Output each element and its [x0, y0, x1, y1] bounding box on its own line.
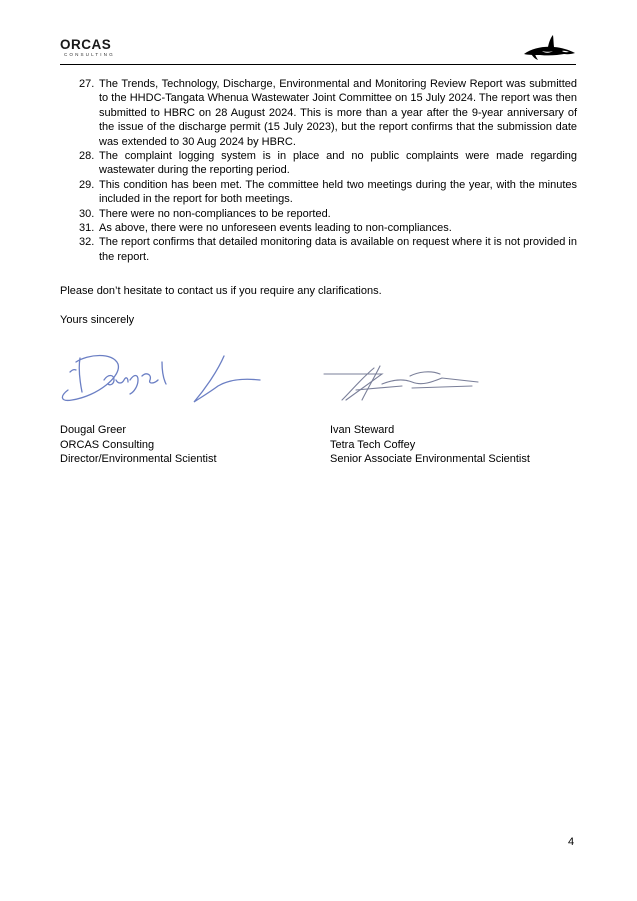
list-item [60, 178, 577, 207]
orca-whale-icon [522, 34, 578, 62]
item-number: 27. [79, 78, 95, 90]
logo-name: ORCAS [60, 37, 112, 52]
item-text: The Trends, Technology, Discharge, Environmental and Monitoring Review Report was submitted to the HHDC-Tangata Whenua Wastewater Joint Committee on 15 July 2024. The report was then submitted to HBRC on 28 August 2024. This is more than a year after the 9-year anniversary of the issue of the discharge permit (15 July 2023), but the report confirms that the submission date was extended to 30 Aug 2024 by HBRC. [99, 78, 577, 148]
header-rule [60, 64, 576, 65]
page-number: 4 [568, 836, 575, 848]
item-number: 30. [79, 207, 95, 220]
signatory-block-2 [330, 423, 530, 467]
signature-ivan-steward [322, 360, 482, 408]
item-number: 28. [79, 150, 95, 163]
logo-subtitle: CONSULTING [64, 52, 115, 57]
item-number: 32. [79, 236, 95, 249]
signatory-block-1 [60, 423, 217, 467]
list-item [60, 207, 577, 221]
item-number: 31. [79, 222, 95, 235]
signatory-name: Dougal Greer [60, 424, 127, 436]
signatory-organisation: Tetra Tech Coffey [330, 438, 416, 451]
signature-dougal-greer [58, 340, 268, 410]
item-text: There were no non-compliances to be reported. [99, 207, 331, 220]
item-text: This condition has been met. The committee held two meetings during the year, with the minutes included in the report for both meetings. [99, 178, 577, 206]
signatory-organisation: ORCAS Consulting [60, 438, 155, 451]
signatory-title: Senior Associate Environmental Scientist [330, 453, 530, 466]
conditions-list [60, 77, 577, 264]
signatory-title: Director/Environmental Scientist [60, 453, 217, 466]
item-text: The report confirms that detailed monitoring data is available on request where it is not provided in the report. [99, 236, 577, 263]
item-text: The complaint logging system is in place and no public complaints were made regarding wastewater during the reporting period. [99, 150, 577, 177]
orcas-logo [60, 38, 122, 60]
item-number: 29. [79, 178, 95, 191]
list-item [60, 235, 577, 264]
list-item [60, 149, 577, 178]
signatory-name: Ivan Steward [330, 424, 395, 436]
closing-text: Please don’t hesitate to contact us if you require any clarifications. [60, 285, 382, 297]
salutation: Yours sincerely [60, 314, 135, 326]
list-item [60, 221, 577, 235]
list-item [60, 77, 577, 149]
item-text: As above, there were no unforeseen events leading to non-compliances. [99, 222, 452, 235]
